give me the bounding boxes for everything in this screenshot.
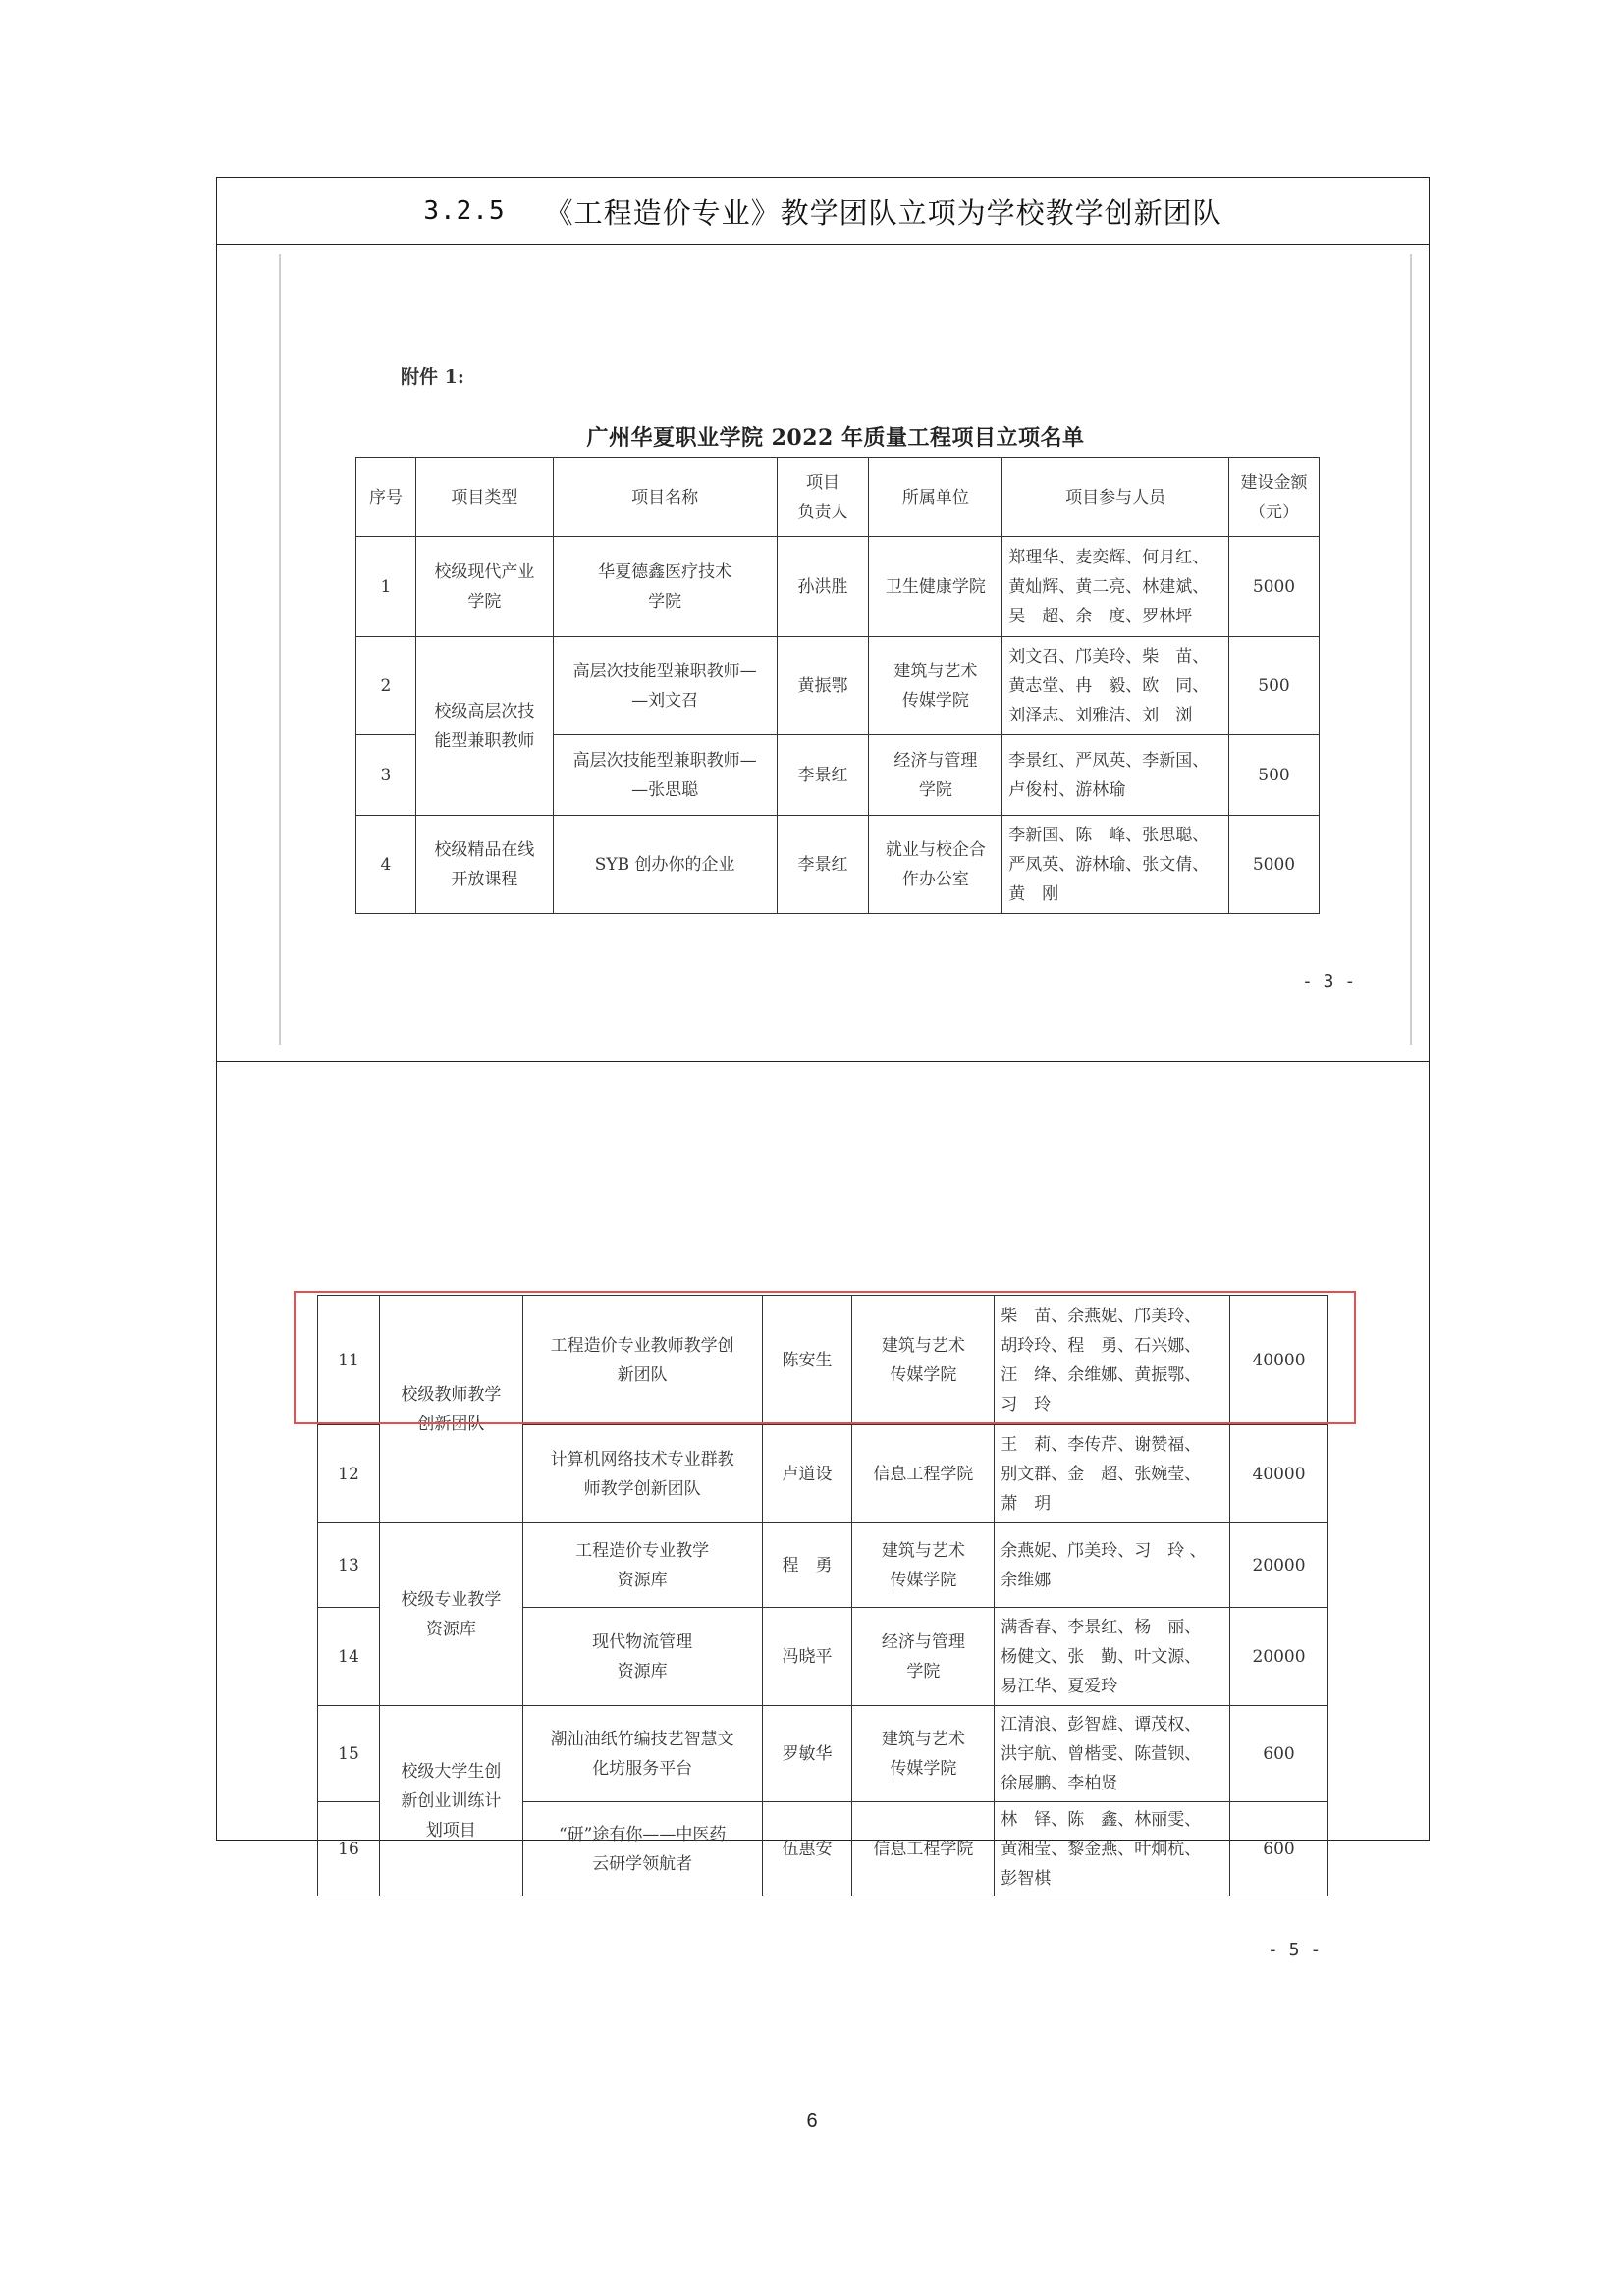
scan-page-number: - 5 - <box>1268 1940 1322 1960</box>
table-row: 4 校级精品在线 开放课程 SYB 创办你的企业 李景红 就业与校企合 作办公室 李新国、陈 峰、张思聪、 严凤英、游林瑜、张文倩、 黄 刚 5000 <box>356 816 1320 914</box>
table-header-row <box>356 458 1320 537</box>
scan-page-number: - 3 - <box>1302 971 1356 991</box>
header-seq: 序号 <box>356 458 416 537</box>
document-frame <box>216 177 1430 1960</box>
table-row-highlighted: 11 校级教师教学 创新团队 工程造价专业教师教学创 新团队 陈安生 建筑与艺术 传媒学院 柴 苗、余燕妮、邝美玲、 胡玲玲、程 勇、石兴娜、 汪 绛、余维娜、黄振鄂、 习 玲 40000 <box>318 1296 1328 1425</box>
header-type: 项目类型 <box>415 458 553 537</box>
table-row: 3 高层次技能型兼职教师— —张思聪 李景红 经济与管理 学院 李景红、严凤英、李新国、 卢俊村、游林瑜 500 <box>356 735 1320 816</box>
scan-edge-right <box>1410 254 1412 1045</box>
section-number: 3.2.5 <box>423 196 506 226</box>
table-row: 16 “研”途有你——中医药 云研学领航者 伍惠安 信息工程学院 林 铎、陈 鑫、林丽雯、 黄湘莹、黎金燕、叶炯杭、 彭智棋 600 <box>318 1802 1328 1896</box>
section-title: 《工程造价专业》教学团队立项为学校教学创新团队 <box>544 195 1222 230</box>
scanned-page-2 <box>217 1071 1431 1960</box>
highlight-box <box>294 1291 1356 1424</box>
header-members: 项目参与人员 <box>1002 458 1229 537</box>
merged-type-cell: 校级专业教学 资源库 <box>379 1523 522 1706</box>
table-row: 13 校级专业教学 资源库 工程造价专业教学 资源库 程 勇 建筑与艺术 传媒学院 余燕妮、邝美玲、习 玲 、 余维娜 20000 <box>318 1523 1328 1608</box>
project-table-page-1 <box>355 457 1320 914</box>
table-row: 2 校级高层次技 能型兼职教师 高层次技能型兼职教师— —刘文召 黄振鄂 建筑与艺术 传媒学院 刘文召、邝美玲、柴 苗、 黄志堂、冉 毅、欧 同、 刘泽志、刘雅洁、刘 浏 500 <box>356 637 1320 735</box>
merged-type-cell: 校级高层次技 能型兼职教师 <box>415 637 553 816</box>
header-name: 项目名称 <box>553 458 777 537</box>
merged-type-cell: 校级教师教学 创新团队 <box>379 1296 522 1523</box>
table-row: 14 现代物流管理 资源库 冯晓平 经济与管理 学院 满香春、李景红、杨 丽、 杨健文、张 勤、叶文源、 易江华、夏爱玲 20000 <box>318 1608 1328 1706</box>
header-amount: 建设金额 （元） <box>1228 458 1319 537</box>
attachment-label: 附件 1: <box>401 366 464 388</box>
table-row: 1 校级现代产业 学院 华夏德鑫医疗技术 学院 孙洪胜 卫生健康学院 郑理华、麦奕辉、何月红、 黄灿辉、黄二亮、林建斌、 吴 超、余 度、罗林坪 5000 <box>356 537 1320 637</box>
document-title: 广州华夏职业学院 2022 年质量工程项目立项名单 <box>586 425 1085 451</box>
header-unit: 所属单位 <box>869 458 1002 537</box>
header-leader: 项目 负责人 <box>777 458 869 537</box>
section-divider <box>217 1061 1429 1062</box>
scanned-page-1 <box>261 254 1410 1045</box>
merged-type-cell: 校级大学生创 新创业训练计 划项目 <box>379 1706 522 1896</box>
section-heading <box>217 178 1429 245</box>
table-row: 12 计算机网络技术专业群教 师教学创新团队 卢道设 信息工程学院 王 莉、李传芹、谢赞福、 别文群、金 超、张婉莹、 萧 玥 40000 <box>318 1425 1328 1523</box>
scan-edge-left <box>279 254 281 1045</box>
footer-page-number: 6 <box>806 2110 818 2132</box>
table-row: 15 校级大学生创 新创业训练计 划项目 潮汕油纸竹编技艺智慧文 化坊服务平台 罗敏华 建筑与艺术 传媒学院 江清浪、彭智雄、谭茂权、 洪宇航、曾楷雯、陈萱钡、 徐展鹏、李柏贤 600 <box>318 1706 1328 1802</box>
